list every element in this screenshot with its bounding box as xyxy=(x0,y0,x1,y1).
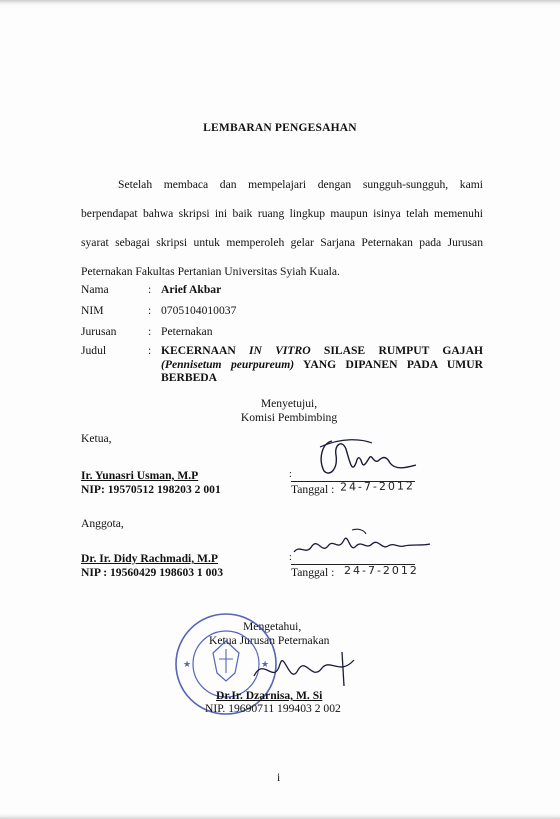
judul-text-3: YANG DIPANEN PADA UMUR BERBEDA xyxy=(161,357,483,384)
approval-line-1: Menyetujui, xyxy=(260,397,318,410)
ketua-tanggal-label: Tanggal : xyxy=(291,483,335,496)
nim-label: NIM xyxy=(81,304,104,317)
mengetahui-line-2: Ketua Jurusan Peternakan xyxy=(209,634,330,647)
approval-line-2: Komisi Pembimbing xyxy=(240,411,338,424)
page-number: i xyxy=(277,771,281,784)
judul-value xyxy=(161,344,483,385)
nim-value: 0705104010037 xyxy=(161,304,237,317)
anggota-role: Anggota, xyxy=(81,517,124,530)
jurusan-value: Peternakan xyxy=(161,325,213,338)
mengetahui-line-1: Mengetahui, xyxy=(243,620,302,633)
ketua-tanggal-value: 24-7-2012 xyxy=(339,479,416,494)
ketua-role: Ketua, xyxy=(81,432,112,445)
anggota-tanggal-label: Tanggal : xyxy=(291,566,335,579)
nama-label: Nama xyxy=(81,283,109,296)
ketua-nip: NIP: 19570512 198203 2 001 xyxy=(81,483,221,496)
judul-label: Judul xyxy=(81,344,107,357)
ketua-name: Ir. Yunasri Usman, M.P xyxy=(81,469,199,482)
jurusan-colon: : xyxy=(148,325,152,338)
judul-text-2: SILASE RUMPUT GAJAH xyxy=(310,344,483,357)
anggota-signature xyxy=(292,526,432,566)
ketua-jurusan-nip: NIP. 19690711 199403 2 002 xyxy=(205,702,341,715)
ketua-signature xyxy=(312,433,418,481)
paragraph-text: Setelah membaca dan mempelajari dengan sungguh-sungguh, kami berpendapat bahwa skripsi ini baik ruang lingkup maupun isinya telah memenuhi syarat sebagai skripsi untuk memperoleh gelar Sarjana Peternakan pada Jurusan Peternakan Fakultas Pertanian Universitas Syiah Kuala. xyxy=(81,178,483,278)
approval-paragraph xyxy=(81,170,483,286)
judul-italic-1: IN VITRO xyxy=(249,344,311,357)
judul-text-1: KECERNAAN xyxy=(161,344,250,357)
nama-colon: : xyxy=(148,283,152,296)
judul-colon: : xyxy=(148,344,152,357)
svg-text:★: ★ xyxy=(183,660,192,670)
ketua-jurusan-name: Dr.Ir. Dzarnisa, M. Si xyxy=(216,689,323,702)
ketua-sig-colon: : xyxy=(289,469,292,480)
jurusan-label: Jurusan xyxy=(81,325,117,338)
nim-colon: : xyxy=(148,304,152,317)
page-title: LEMBARAN PENGESAHAN xyxy=(203,122,357,134)
ketua-jurusan-signature xyxy=(250,646,360,692)
anggota-sig-colon: : xyxy=(289,552,292,563)
svg-text:★: ★ xyxy=(261,660,270,670)
judul-italic-2: (Pennisetum peurpureum) xyxy=(161,357,295,371)
anggota-name: Dr. Ir. Didy Rachmadi, M.P xyxy=(81,552,218,565)
anggota-nip: NIP : 19560429 198603 1 003 xyxy=(81,566,224,579)
anggota-tanggal-value: 24-7-2012 xyxy=(344,564,419,577)
nama-value: Arief Akbar xyxy=(161,283,222,296)
